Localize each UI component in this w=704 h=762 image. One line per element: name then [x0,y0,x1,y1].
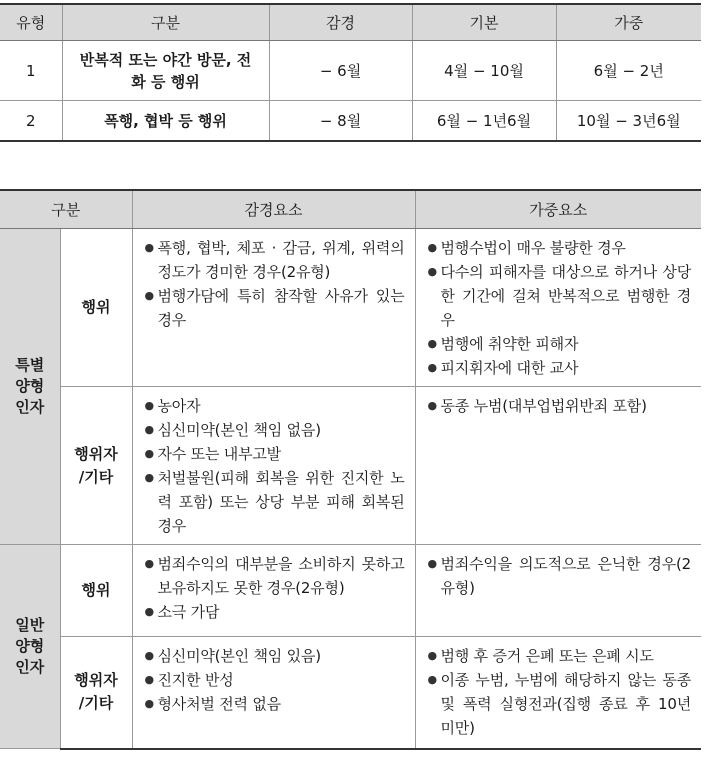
conduct-label: 행위 [60,229,132,387]
list-item: ● 동종 누범(대부업법위반죄 포함) [428,394,692,418]
bullet-icon: ● [427,399,437,412]
header-aggravating-factors: 가중요소 [415,190,701,229]
type-cell: 2 [0,101,62,142]
aggravating-list-cell [415,229,701,387]
header-aggravated: 가중 [556,4,701,41]
header-type: 유형 [0,4,62,41]
mitigating-list [145,236,405,332]
category-cell [62,41,269,101]
header-category: 구분 [62,4,269,41]
conduct-label: 행위 [60,545,132,637]
list-item: ● 심신미약(본인 책임 있음) [145,644,405,668]
bullet-icon: ● [427,649,437,662]
aggravating-list [428,552,692,600]
list-item: ● 피지휘자에 대한 교사 [428,356,692,380]
bullet-icon: ● [144,241,154,254]
mitigating-list [145,644,405,716]
list-item: ● 형사처벌 전력 없음 [145,692,405,716]
bullet-icon: ● [144,649,154,662]
bullet-icon: ● [144,673,154,686]
aggravating-list [428,236,692,380]
table-row [0,387,701,545]
table-row [0,637,701,749]
table-header-row [0,4,701,41]
list-item: ● 범행수법이 매우 불량한 경우 [428,236,692,260]
aggravated-cell: 10월 − 3년6월 [556,101,701,142]
mitigated-cell: − 8월 [269,101,412,142]
aggravating-list [428,644,692,740]
sentencing-factors-table [0,189,701,750]
list-item: ● 자수 또는 내부고발 [145,442,405,466]
mitigating-list-cell [132,545,415,637]
special-factors-label [0,229,60,545]
sentencing-range-table [0,3,701,142]
general-factors-label [0,545,60,749]
header-category: 구분 [0,190,132,229]
mitigated-cell: − 6월 [269,41,412,101]
offender-label: 행위자 /기타 [60,387,132,545]
list-item: ● 범죄수익을 의도적으로 은닉한 경우(2유형) [428,552,692,600]
bullet-icon: ● [427,557,437,570]
bullet-icon: ● [427,361,437,374]
list-item: ● 소극 가담 [145,600,405,624]
aggravating-list-cell [415,637,701,749]
table-row [0,41,701,101]
special-factors-text: 특별 양형 인자 [15,356,45,416]
bullet-icon: ● [427,265,437,278]
type-cell: 1 [0,41,62,101]
aggravating-list [428,394,692,418]
list-item: ● 범행에 취약한 피해자 [428,332,692,356]
bullet-icon: ● [144,557,154,570]
mitigating-list-cell [132,229,415,387]
bullet-icon: ● [427,337,437,350]
bullet-icon: ● [144,697,154,710]
list-item: ● 처벌불원(피해 회복을 위한 진지한 노력 포함) 또는 상당 부분 피해 회복된 경우 [145,466,405,538]
bullet-icon: ● [144,399,154,412]
general-factors-text: 일반 양형 인자 [15,616,45,676]
list-item: ● 심신미약(본인 책임 없음) [145,418,405,442]
offender-label: 행위자 /기타 [60,637,132,749]
mitigating-list-cell [132,387,415,545]
basic-cell: 4월 − 10월 [412,41,556,101]
list-item: ● 폭행, 협박, 체포 · 감금, 위계, 위력의 정도가 경미한 경우(2유형) [145,236,405,284]
bullet-icon: ● [427,241,437,254]
mitigating-list-cell [132,637,415,749]
bullet-icon: ● [144,447,154,460]
table-row [0,545,701,637]
table-header-row [0,190,701,229]
mitigating-list [145,394,405,538]
list-item: ● 범죄수익의 대부분을 소비하지 못하고 보유하지도 못한 경우(2유형) [145,552,405,600]
bullet-icon: ● [144,605,154,618]
list-item: ● 범행 후 증거 은폐 또는 은폐 시도 [428,644,692,668]
list-item: ● 다수의 피해자를 대상으로 하거나 상당한 기간에 걸쳐 반복적으로 범행한 경우 [428,260,692,332]
basic-cell: 6월 − 1년6월 [412,101,556,142]
mitigating-list [145,552,405,624]
list-item: ● 이종 누범, 누범에 해당하지 않는 동종 및 폭력 실형전과(집행 종료 후 10년 미만) [428,668,692,740]
header-mitigating-factors: 감경요소 [132,190,415,229]
list-item: ● 농아자 [145,394,405,418]
category-text: 반복적 또는 야간 방문, 전화 등 행위 [79,50,252,91]
header-mitigated: 감경 [269,4,412,41]
aggravating-list-cell [415,387,701,545]
category-cell: 폭행, 협박 등 행위 [62,101,269,142]
aggravated-cell: 6월 − 2년 [556,41,701,101]
bullet-icon: ● [144,423,154,436]
bullet-icon: ● [427,673,437,686]
bullet-icon: ● [144,471,154,484]
table-row [0,229,701,387]
bullet-icon: ● [144,289,154,302]
header-basic: 기본 [412,4,556,41]
table-row [0,101,701,142]
list-item: ● 범행가담에 특히 참작할 사유가 있는 경우 [145,284,405,332]
list-item: ● 진지한 반성 [145,668,405,692]
aggravating-list-cell [415,545,701,637]
